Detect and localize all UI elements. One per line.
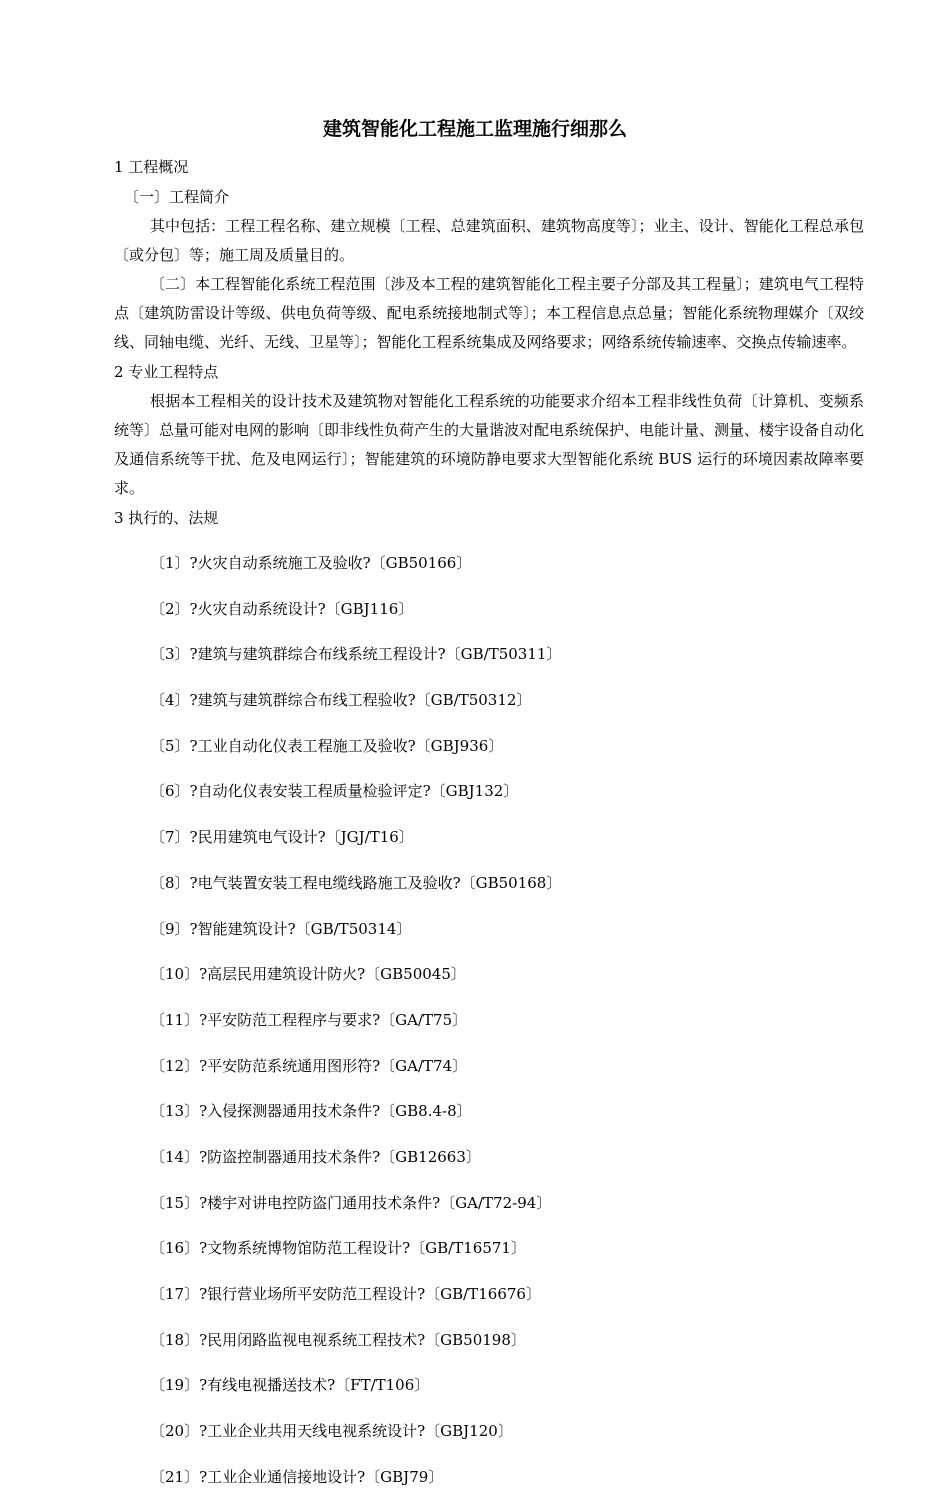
list-item: 〔2〕?火灾自动系统设计?〔GBJ116〕 xyxy=(150,599,414,618)
list-item: 〔17〕?银行营业场所平安防范工程设计?〔GB/T16676〕 xyxy=(150,1285,541,1303)
list-item: 〔15〕?楼宇对讲电控防盗门通用技术条件?〔GA/T72-94〕 xyxy=(150,1193,552,1212)
list-item: 〔13〕?入侵探测器通用技术条件?〔GB8.4-8〕 xyxy=(150,1102,472,1121)
document-body xyxy=(114,152,864,1507)
list-item: 〔8〕?电气装置安装工程电缆线路施工及验收?〔GB50168〕 xyxy=(150,873,562,892)
document-title: 建筑智能化工程施工监理施行细那么 xyxy=(322,118,627,140)
list-item: 〔12〕?平安防范系统通用图形符?〔GA/T74〕 xyxy=(150,1056,468,1075)
list-item: 〔21〕?工业企业通信接地设计?〔GBJ79〕 xyxy=(150,1467,444,1486)
list-item: 〔1〕?火灾自动系统施工及验收?〔GB50166〕 xyxy=(150,554,472,572)
standards-list xyxy=(114,548,864,1492)
paragraph: 〔二〕本工程智能化系统工程范围〔涉及本工程的建筑智能化工程主要子分部及其工程量〕；建筑电气工程特点〔建筑防雷设计等级、供电负荷等级、配电系统接地制式等〕；本工程信息点总量；智能化系统物理媒介〔双绞线、同轴电缆、光纤、无线、卫星等〕；智能化工程系统集成及网络要求；网络系统传输速率、交换点传输速率。 xyxy=(114,275,864,351)
list-item: 〔11〕?平安防范工程程序与要求?〔GA/T75〕 xyxy=(150,1010,468,1029)
list-item: 〔9〕?智能建筑设计?〔GB/T50314〕 xyxy=(150,919,412,938)
list-item: 〔4〕?建筑与建筑群综合布线工程验收?〔GB/T50312〕 xyxy=(150,691,532,710)
list-item: 〔20〕?工业企业共用天线电视系统设计?〔GBJ120〕 xyxy=(150,1422,513,1441)
section-heading: 1 工程概况 xyxy=(114,158,189,176)
section-heading: 2 专业工程特点 xyxy=(114,363,219,381)
list-item: 〔6〕?自动化仪表安装工程质量检验评定?〔GBJ132〕 xyxy=(150,782,519,801)
list-item: 〔3〕?建筑与建筑群综合布线系统工程设计?〔GB/T50311〕 xyxy=(150,645,562,664)
paragraph: 根据本工程相关的设计技术及建筑物对智能化工程系统的功能要求介绍本工程非线性负荷〔计算机、变频系统等〕总量可能对电网的影响〔即非线性负荷产生的大量谐波对配电系统保护、电能计量、测量、楼宇设备自动化及通信系统等干扰、危及电网运行〕；智能建筑的环境防静电要求大型智能化系统 BUS 运行的环境因素故障率要求。 xyxy=(114,392,865,497)
list-item: 〔10〕?高层民用建筑设计防火?〔GB50045〕 xyxy=(150,965,466,984)
list-item: 〔19〕?有线电视播送技术?〔FT/T106〕 xyxy=(150,1376,430,1395)
list-item: 〔16〕?文物系统博物馆防范工程设计?〔GB/T16571〕 xyxy=(150,1239,526,1258)
list-item: 〔5〕?工业自动化仪表工程施工及验收?〔GBJ936〕 xyxy=(150,736,504,755)
paragraph: 其中包括：工程工程名称、建立规模〔工程、总建筑面积、建筑物高度等〕；业主、设计、智能化工程总承包〔或分包〕等；施工周及质量目的。 xyxy=(114,217,864,264)
list-item: 〔18〕?民用闭路监视电视系统工程技术?〔GB50198〕 xyxy=(150,1330,526,1349)
subsection-heading: 〔一〕工程简介 xyxy=(124,188,230,206)
list-item: 〔7〕?民用建筑电气设计?〔JGJ/T16〕 xyxy=(150,828,414,847)
section-heading: 3 执行的、法规 xyxy=(114,509,219,527)
list-item: 〔14〕?防盗控制器通用技术条件?〔GB12663〕 xyxy=(150,1147,481,1166)
